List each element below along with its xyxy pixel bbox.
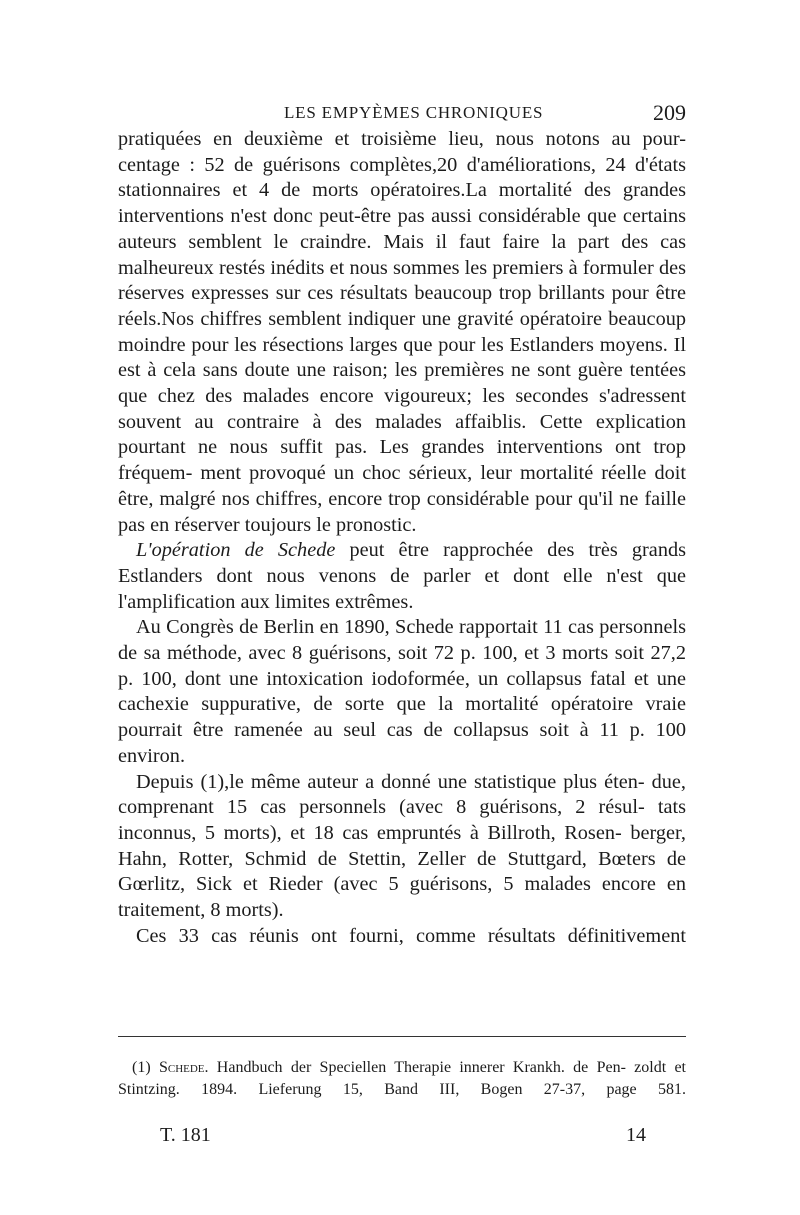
page-footer: [160, 1124, 646, 1154]
footnote-author: Schede: [158, 1059, 205, 1076]
page-header: [118, 100, 686, 130]
footnote-marker: (1): [132, 1059, 151, 1076]
paragraph-1: pratiquées en deuxième et troisième lieu, nous notons au pour- centage : 52 de guérisons complètes,20 d'améliorations, 24 d'états stationnaires et 4 de morts opératoires.La mortalité des grandes interventions n'est donc peut-être pas aussi considérable que certains auteurs semblent le craindre. Mais il faut faire la part des cas malheureux restés inédits et nous sommes les premiers à formuler des réserves expresses sur ces résultats beaucoup trop brillants pour être réels.Nos chiffres semblent indiquer une gravité opératoire beaucoup moindre pour les résections larges que pour les Estlanders moyens. Il est à cela sans doute une raison; les premières ne sont guère tentées que chez des malades encore vigoureux; les secondes s'adressent souvent au contraire à des malades affaiblis. Cette explication pourtant ne nous suffit pas. Les grandes interventions ont trop fréquem- ment provoqué un choc sérieux, leur mortalité réelle doit être, malgré nos chiffres, encore trop considérable pour qu'il ne faille pas en réserver toujours le pronostic.: [118, 128, 686, 536]
sheet-number: 14: [626, 1124, 646, 1146]
signature-mark: T. 181: [160, 1124, 211, 1146]
paragraph-4: Depuis (1),le même auteur a donné une statistique plus éten- due, comprenant 15 cas personnels (avec 8 guérisons, 2 résul- tats inconnus, 5 morts), et 18 cas empruntés à Billroth, Rosen- berger, Hahn, Rotter, Schmid de Stettin, Zeller de Stuttgard, Bœters de Gœrlitz, Sick et Rieder (avec 5 guérisons, 5 malades encore en traitement, 8 morts).: [118, 770, 686, 922]
footnote: [118, 1057, 686, 1101]
page-number: 209: [653, 100, 686, 125]
paragraph-2: [118, 538, 686, 615]
italic-title: L'opération de Schede: [136, 539, 336, 562]
paragraph-2-text: peut être rapprochée des très grands Estlanders dont nous venons de parler et dont elle n'est que l'amplification aux limites extrêmes.: [118, 539, 686, 613]
running-title: LES EMPYÈMES CHRONIQUES: [284, 103, 544, 122]
body-text: [118, 127, 686, 950]
footnote-text: [118, 1057, 686, 1101]
footnote-rule: [118, 1036, 686, 1037]
paragraph-3: Au Congrès de Berlin en 1890, Schede rapportait 11 cas personnels de sa méthode, avec 8 guérisons, soit 72 p. 100, et 3 morts soit 27,2 p. 100, dont une intoxication iodoformée, un collapsus fatal et une cachexie suppurative, de sorte que la mortalité opératoire vraie pourrait être ramenée au seul cas de collapsus soit à 11 p. 100 environ.: [118, 616, 686, 767]
footnote-citation: . Handbuch der Speciellen Therapie innerer Krankh. de Pen- zoldt et Stintzing. 1894. Lieferung 15, Band III, Bogen 27-37, page 581.: [118, 1059, 687, 1098]
paragraph-5: Ces 33 cas réunis ont fourni, comme résultats définitivement: [136, 924, 686, 947]
